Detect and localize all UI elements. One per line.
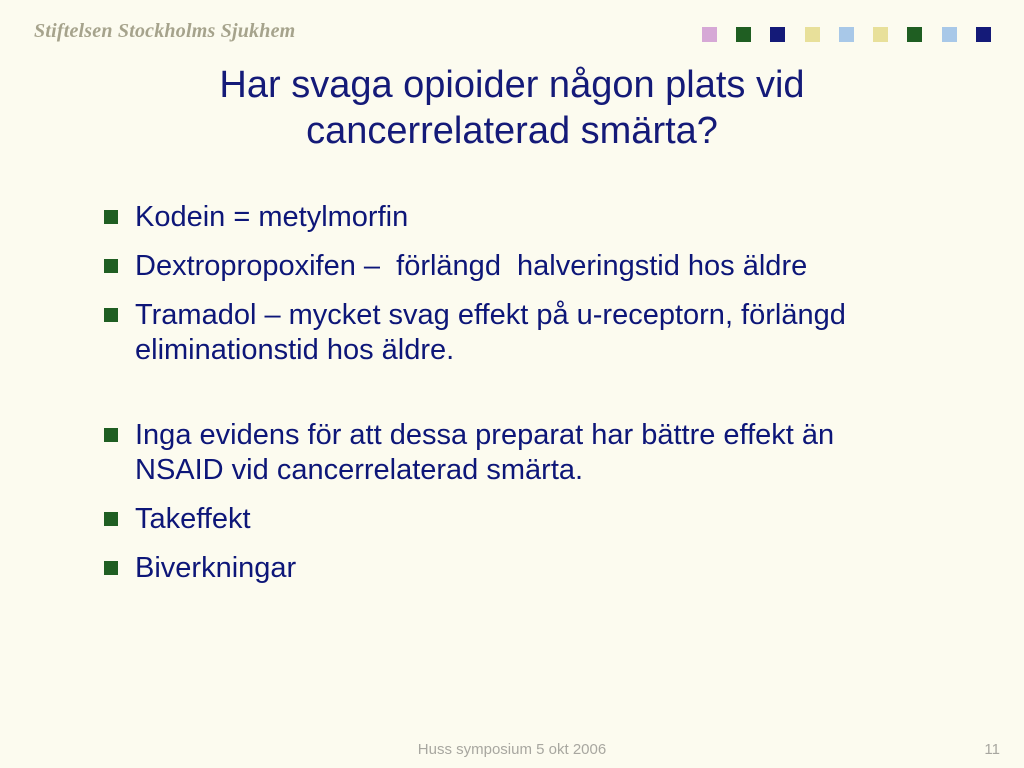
deco-square <box>873 27 888 42</box>
page-number: 11 <box>984 741 1000 758</box>
bullet-text: Takeffekt <box>135 503 251 535</box>
square-bullet-icon <box>104 428 118 442</box>
bullet-text: Dextropropoxifen – förlängd halveringstid hos äldre <box>135 250 808 282</box>
bullet-list <box>104 200 924 600</box>
deco-square <box>976 27 991 42</box>
deco-square <box>907 27 922 42</box>
square-bullet-icon <box>104 512 118 526</box>
deco-square <box>736 27 751 42</box>
square-bullet-icon <box>104 561 118 575</box>
slide-title <box>100 62 924 154</box>
slide-title-line-1: Har svaga opioider någon plats vid <box>219 64 805 106</box>
deco-square <box>942 27 957 42</box>
deco-square <box>770 27 785 42</box>
bullet-item <box>104 551 924 586</box>
bullet-text: Tramadol – mycket svag effekt på u-receptorn, förlängd eliminationstid hos äldre. <box>135 299 854 366</box>
bullet-item <box>104 502 924 537</box>
deco-square <box>805 27 820 42</box>
bullet-item <box>104 418 924 488</box>
bullet-text: Inga evidens för att dessa preparat har bättre effekt än NSAID vid cancerrelaterad smärta. <box>135 419 843 486</box>
deco-square <box>839 27 854 42</box>
bullet-item <box>104 298 924 368</box>
slide-title-line-2: cancerrelaterad smärta? <box>306 110 718 152</box>
organization-name: Stiftelsen Stockholms Sjukhem <box>34 20 296 42</box>
bullet-item <box>104 249 924 284</box>
bullet-item <box>104 200 924 235</box>
bullet-text: Biverkningar <box>135 552 297 584</box>
bullet-text: Kodein = metylmorfin <box>135 201 409 233</box>
square-bullet-icon <box>104 210 118 224</box>
footer-text: Huss symposium 5 okt 2006 <box>417 741 607 758</box>
square-bullet-icon <box>104 259 118 273</box>
deco-square <box>702 27 717 42</box>
square-bullet-icon <box>104 308 118 322</box>
decorative-squares <box>702 27 992 42</box>
